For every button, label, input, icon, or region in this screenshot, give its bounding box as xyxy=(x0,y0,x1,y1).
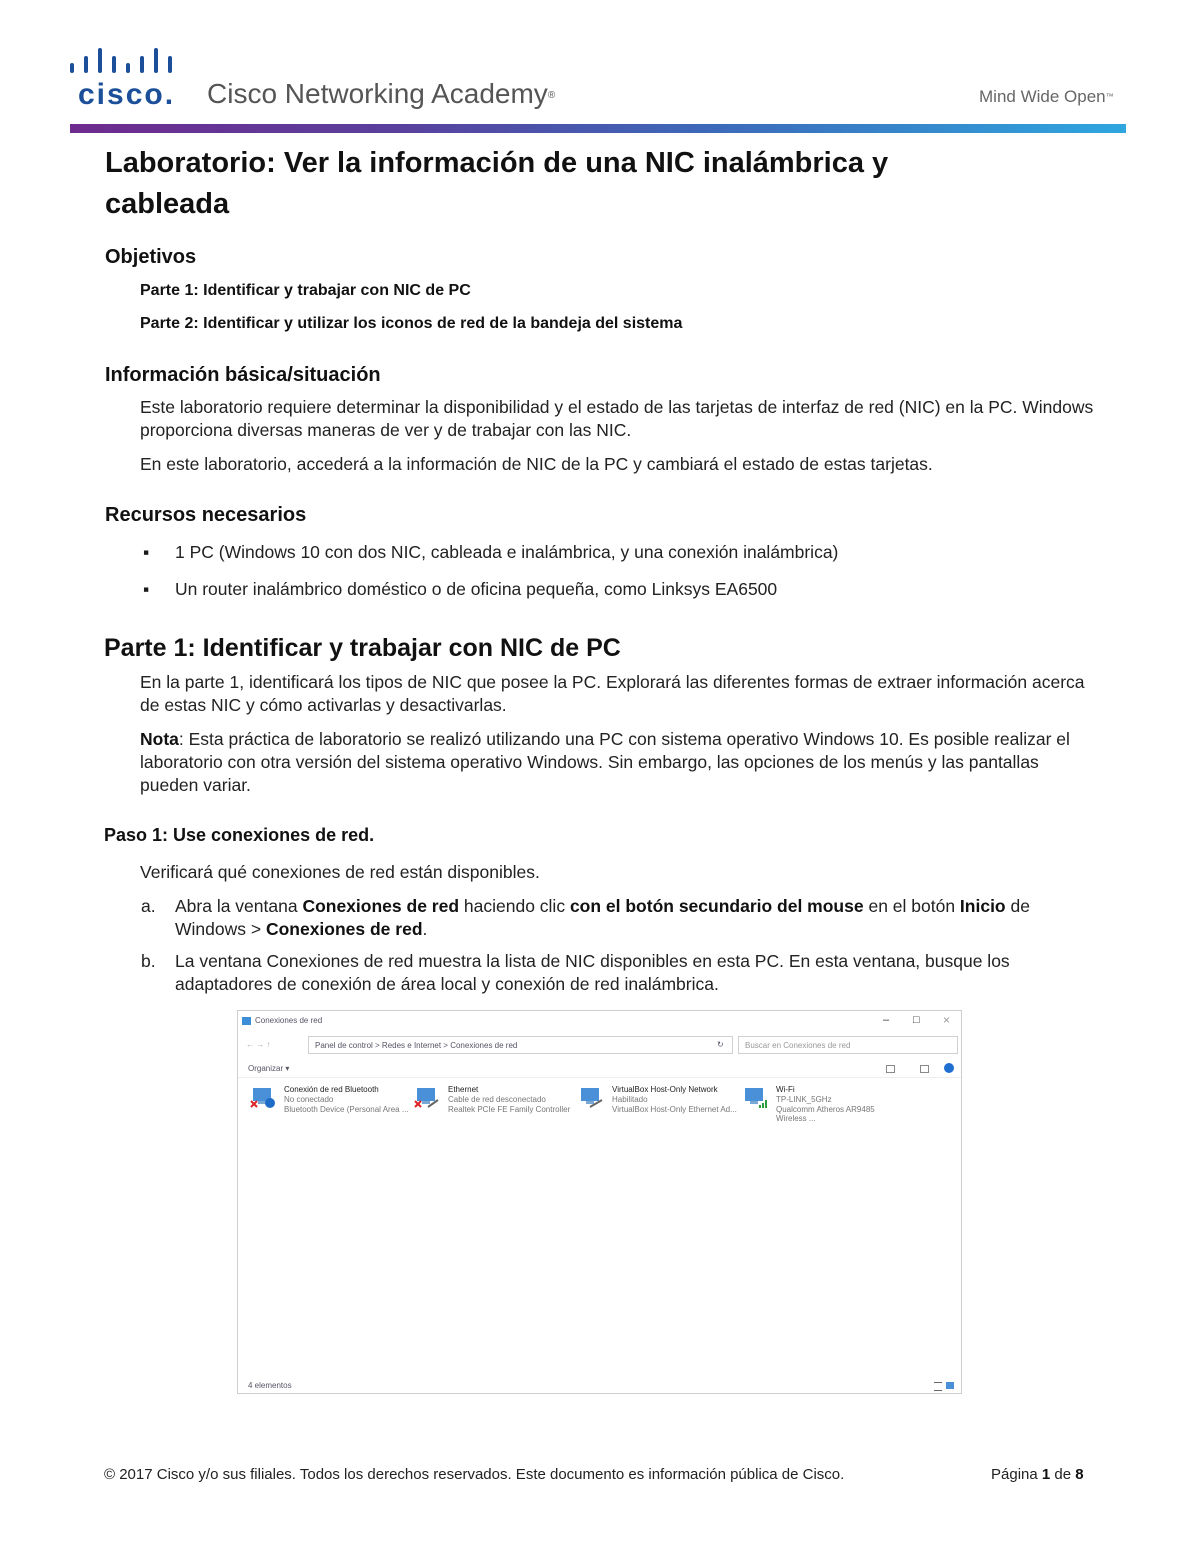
adapter-bluetooth[interactable] xyxy=(250,1085,410,1119)
adapter-name: VirtualBox Host-Only Network xyxy=(612,1085,718,1094)
info-heading: Información básica/situación xyxy=(105,364,381,386)
paso1-intro: Verificará qué conexiones de red están disponibles. xyxy=(140,862,540,882)
nota-label: Nota xyxy=(140,729,179,749)
refresh-icon[interactable]: ↻ xyxy=(717,1040,724,1049)
recursos-heading: Recursos necesarios xyxy=(105,504,307,526)
parte1-paragraph: En la parte 1, identificará los tipos de NIC que posee la PC. Explorará las diferentes formas de extraer información acerca de estas NIC y cómo activarlas y desactivarlas. xyxy=(140,672,1085,715)
maximize-icon[interactable]: □ xyxy=(913,1014,920,1026)
adapter-state: TP-LINK_5GHz xyxy=(776,1095,832,1104)
adapter-device: Realtek PCIe FE Family Controller xyxy=(448,1105,571,1114)
bluetooth-adapter-icon xyxy=(250,1087,276,1109)
network-connections-screenshot xyxy=(237,1010,962,1394)
adapter-name: Wi-Fi xyxy=(776,1085,795,1094)
objetivo-item: Parte 1: Identificar y trabajar con NIC de PC xyxy=(140,282,471,299)
adapter-device: Bluetooth Device (Personal Area ... xyxy=(284,1105,409,1114)
preview-pane-icon[interactable] xyxy=(920,1065,929,1073)
document-title: Laboratorio: Ver la información de una NIC inalámbrica y cableada xyxy=(105,147,889,220)
search-input[interactable] xyxy=(738,1036,958,1054)
adapter-virtualbox[interactable] xyxy=(578,1085,738,1119)
minimize-icon[interactable]: – xyxy=(883,1014,890,1026)
objetivo-item: Parte 2: Identificar y utilizar los iconos de red de la bandeja del sistema xyxy=(140,315,683,332)
tagline: Mind Wide Open™ xyxy=(979,87,1114,106)
tiles-view-icon[interactable] xyxy=(946,1382,954,1389)
adapter-device: VirtualBox Host-Only Ethernet Ad... xyxy=(612,1105,737,1114)
adapter-name: Conexión de red Bluetooth xyxy=(284,1085,379,1094)
organize-button[interactable]: Organizar ▾ xyxy=(248,1064,290,1073)
adapter-ethernet[interactable] xyxy=(414,1085,574,1119)
nota-paragraph xyxy=(140,728,1100,797)
step-letter: a. xyxy=(141,896,156,916)
paso1-heading: Paso 1: Use conexiones de red. xyxy=(104,825,375,845)
recurso-item: Un router inalámbrico doméstico o de oficina pequeña, como Linksys EA6500 xyxy=(175,579,778,599)
recurso-item: 1 PC (Windows 10 con dos NIC, cableada e inalámbrica, y una conexión inalámbrica) xyxy=(175,542,839,562)
parte1-heading: Parte 1: Identificar y trabajar con NIC de PC xyxy=(104,634,621,662)
status-bar-count: 4 elementos xyxy=(248,1381,292,1390)
window-title: Conexiones de red xyxy=(255,1016,323,1025)
bullet-icon: ▪ xyxy=(143,542,150,562)
adapter-name: Ethernet xyxy=(448,1085,479,1094)
view-options-icon[interactable] xyxy=(886,1065,895,1073)
step-b-text: La ventana Conexiones de red muestra la lista de NIC disponibles en esta PC. En esta ventana, busque los adaptadores de conexión de área local y conexión de red inalámbrica. xyxy=(175,951,1010,994)
cisco-logo-bars-icon xyxy=(70,46,180,76)
cisco-logo-text: cisco. xyxy=(78,78,176,111)
step-letter: b. xyxy=(141,951,156,971)
adapter-state: No conectado xyxy=(284,1095,334,1104)
academy-name: Cisco Networking Academy® xyxy=(207,78,556,109)
page-number: Página 1 de 8 xyxy=(991,1466,1084,1483)
address-bar[interactable] xyxy=(308,1036,733,1054)
objetivos-heading: Objetivos xyxy=(105,246,197,268)
virtualbox-adapter-icon xyxy=(578,1087,604,1109)
step-a-text: Abra la ventana Conexiones de red haciendo clic con el botón secundario del mouse en el botón Inicio de Windows > Conexiones de red. xyxy=(175,896,1030,939)
info-paragraph-2: En este laboratorio, accederá a la información de NIC de la PC y cambiará el estado de estas tarjetas. xyxy=(140,454,933,474)
footer-copyright: © 2017 Cisco y/o sus filiales. Todos los derechos reservados. Este documento es información pública de Cisco. xyxy=(104,1466,845,1483)
window-titlebar xyxy=(242,1016,322,1026)
network-folder-icon xyxy=(242,1017,251,1025)
search-placeholder: Buscar en Conexiones de red xyxy=(745,1041,851,1050)
help-icon[interactable] xyxy=(944,1063,954,1073)
nav-arrows-icon[interactable]: ← → ↑ xyxy=(246,1040,271,1049)
adapter-state: Habilitado xyxy=(612,1095,648,1104)
address-path: Panel de control > Redes e Internet > Conexiones de red xyxy=(315,1041,518,1050)
close-icon[interactable]: × xyxy=(943,1013,951,1027)
adapter-state: Cable de red desconectado xyxy=(448,1095,546,1104)
bullet-icon: ▪ xyxy=(143,579,150,599)
adapter-wifi[interactable] xyxy=(742,1085,902,1123)
info-paragraph-1: Este laboratorio requiere determinar la disponibilidad y el estado de las tarjetas de interfaz de red (NIC) en la PC. Windows proporciona diversas maneras de ver y de trabajar con las NIC. xyxy=(140,397,1094,440)
header-gradient-bar xyxy=(70,124,1126,133)
adapter-device: Qualcomm Atheros AR9485 Wireless ... xyxy=(776,1105,875,1123)
ethernet-adapter-icon xyxy=(414,1087,440,1109)
details-view-icon[interactable] xyxy=(934,1382,942,1391)
command-bar xyxy=(238,1061,961,1078)
wifi-adapter-icon xyxy=(742,1087,768,1109)
nota-text: : Esta práctica de laboratorio se realizó utilizando una PC con sistema operativo Windows 10. Es posible realizar el laboratorio con otra versión del sistema operativo Windows. Sin embargo, las opciones de los menús y las pantallas pueden variar. xyxy=(140,729,1070,795)
